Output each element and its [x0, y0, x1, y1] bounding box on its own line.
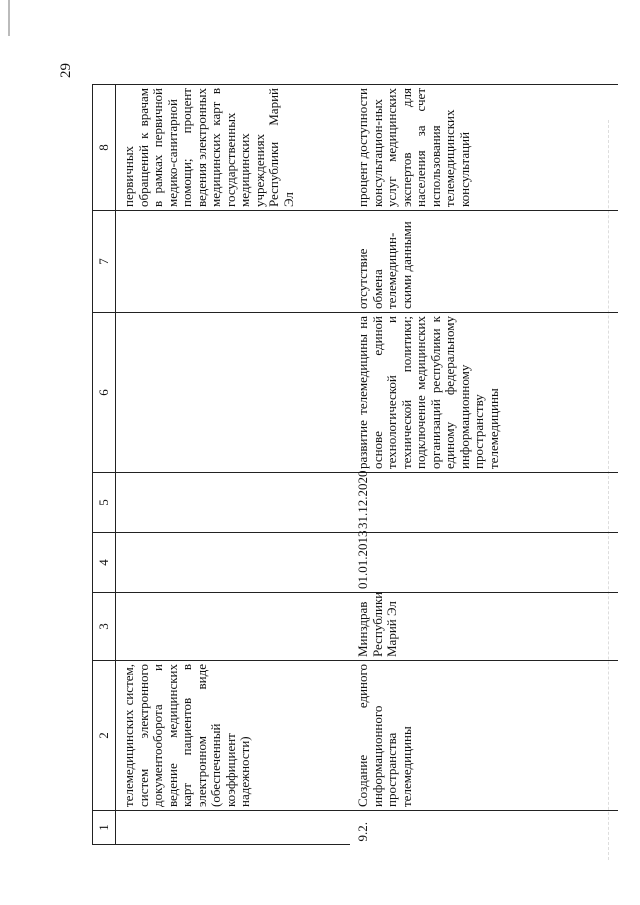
- problems-text: отсутствие обмена телемедицин-скими данными: [350, 211, 618, 313]
- executor: [116, 593, 351, 661]
- row-number: [116, 811, 351, 845]
- end-date: [116, 473, 351, 533]
- measure-name: телемедицинских систем, систем электронного документооборота и ведение медицинских карт пациентов в электронном виде (обеспеченный коэффициент надежности): [116, 661, 351, 811]
- column-header-2: 2: [93, 661, 116, 811]
- scan-edge-mark: [8, 0, 10, 36]
- column-header-8: 8: [93, 85, 116, 211]
- program-table: [92, 84, 618, 845]
- table-row: [116, 85, 351, 845]
- measures-text: развитие телемедицины на основе единой технологической и технической политики; подключение медицинских организаций республики к единому федеральному информационному пространству телемедицины: [350, 313, 618, 473]
- start-date: [116, 533, 351, 593]
- column-header-7: 7: [93, 211, 116, 313]
- start-date: 01.01.2013: [350, 533, 618, 593]
- table-row: [350, 85, 618, 845]
- executor: Минздрав Республики Марий Эл: [350, 593, 618, 661]
- column-header-3: 3: [93, 593, 116, 661]
- column-number-row: [93, 85, 116, 845]
- measures-text: [116, 313, 351, 473]
- column-header-4: 4: [93, 533, 116, 593]
- problems-text: [116, 211, 351, 313]
- column-header-5: 5: [93, 473, 116, 533]
- column-header-1: 1: [93, 811, 116, 845]
- end-date: 31.12.2020: [350, 473, 618, 533]
- page-number: 29: [58, 63, 74, 78]
- measure-name: Создание единого информационного пространства телемедицины: [350, 661, 618, 811]
- indicators-text: первичных обращений к врачам в рамках первичной медико-санитарной помощи; процент ведения электронных медицинских карт в государственных медицинских учреждениях Республики Марий Эл: [116, 85, 351, 211]
- row-number: 9.2.: [350, 811, 618, 845]
- indicators-text: процент доступности консультацион-ных услуг медицинских экспертов для населения за счет использования телемедицинских консультаций: [350, 85, 618, 211]
- rotated-table-sheet: [92, 85, 614, 845]
- column-header-6: 6: [93, 313, 116, 473]
